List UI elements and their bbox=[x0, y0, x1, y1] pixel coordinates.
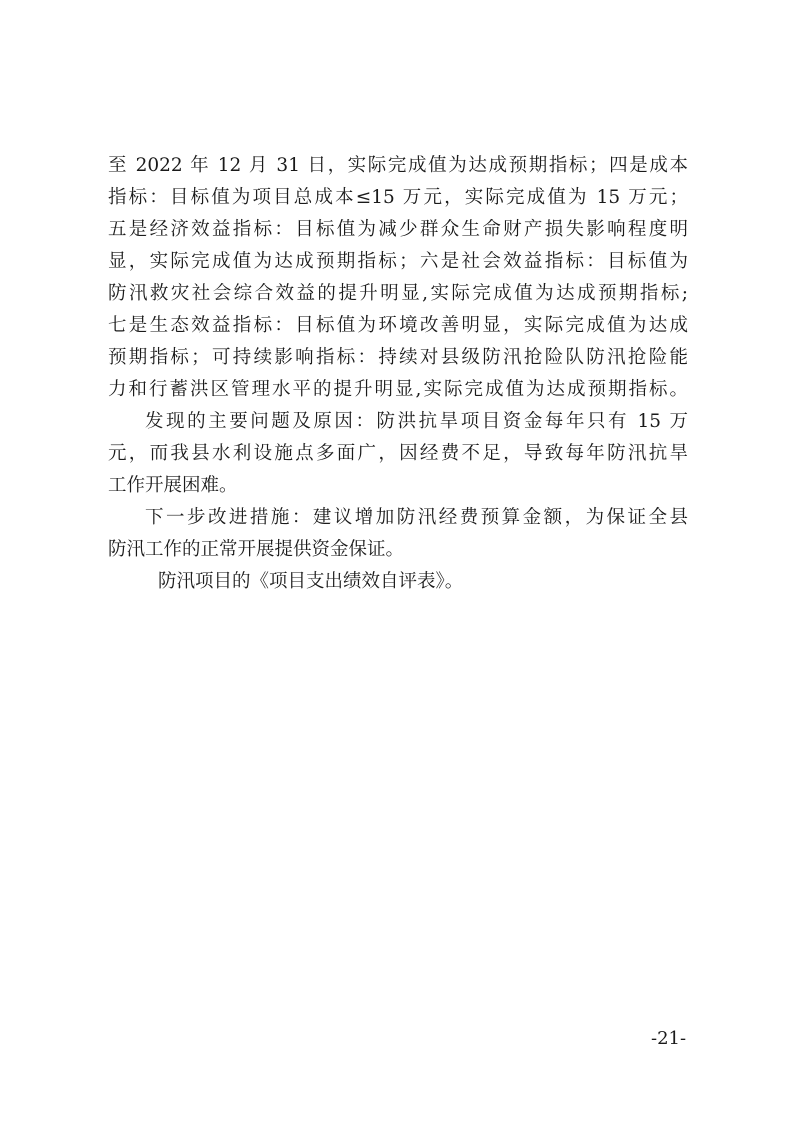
text-line: 预期指标；可持续影响指标：持续对县级防汛抢险队防汛抢险能 bbox=[108, 347, 688, 368]
text-line: 防汛工作的正常开展提供资金保证。 bbox=[108, 539, 405, 560]
text-line: 指标：目标值为项目总成本≤15 万元，实际完成值为 15 万元； bbox=[108, 187, 688, 208]
text-line: 至 2022 年 12 月 31 日，实际完成值为达成预期指标；四是成本 bbox=[108, 155, 688, 176]
text-line: 力和行蓄洪区管理水平的提升明显,实际完成值为达成预期指标。 bbox=[108, 379, 688, 400]
text-line: 防汛救灾社会综合效益的提升明显,实际完成值为达成预期指标; bbox=[108, 283, 688, 304]
text-line: 七是生态效益指标：目标值为环境改善明显，实际完成值为达成 bbox=[108, 315, 688, 336]
text-line: 五是经济效益指标：目标值为减少群众生命财产损失影响程度明 bbox=[108, 219, 688, 240]
body-text bbox=[108, 150, 688, 598]
paragraph-problems-line: 发现的主要问题及原因：防洪抗旱项目资金每年只有 15 万 bbox=[145, 411, 688, 432]
paragraph-improvements-line: 下一步改进措施：建议增加防汛经费预算金额，为保证全县 bbox=[145, 507, 688, 528]
text-line: 工作开展困难。 bbox=[108, 475, 238, 496]
page-number: -21- bbox=[651, 1028, 687, 1049]
attachment-note: 防汛项目的《项目支出绩效自评表》。 bbox=[158, 571, 464, 592]
text-line: 元，而我县水利设施点多面广，因经费不足，导致每年防汛抗旱 bbox=[108, 443, 688, 464]
text-line: 显，实际完成值为达成预期指标；六是社会效益指标：目标值为 bbox=[108, 251, 688, 272]
